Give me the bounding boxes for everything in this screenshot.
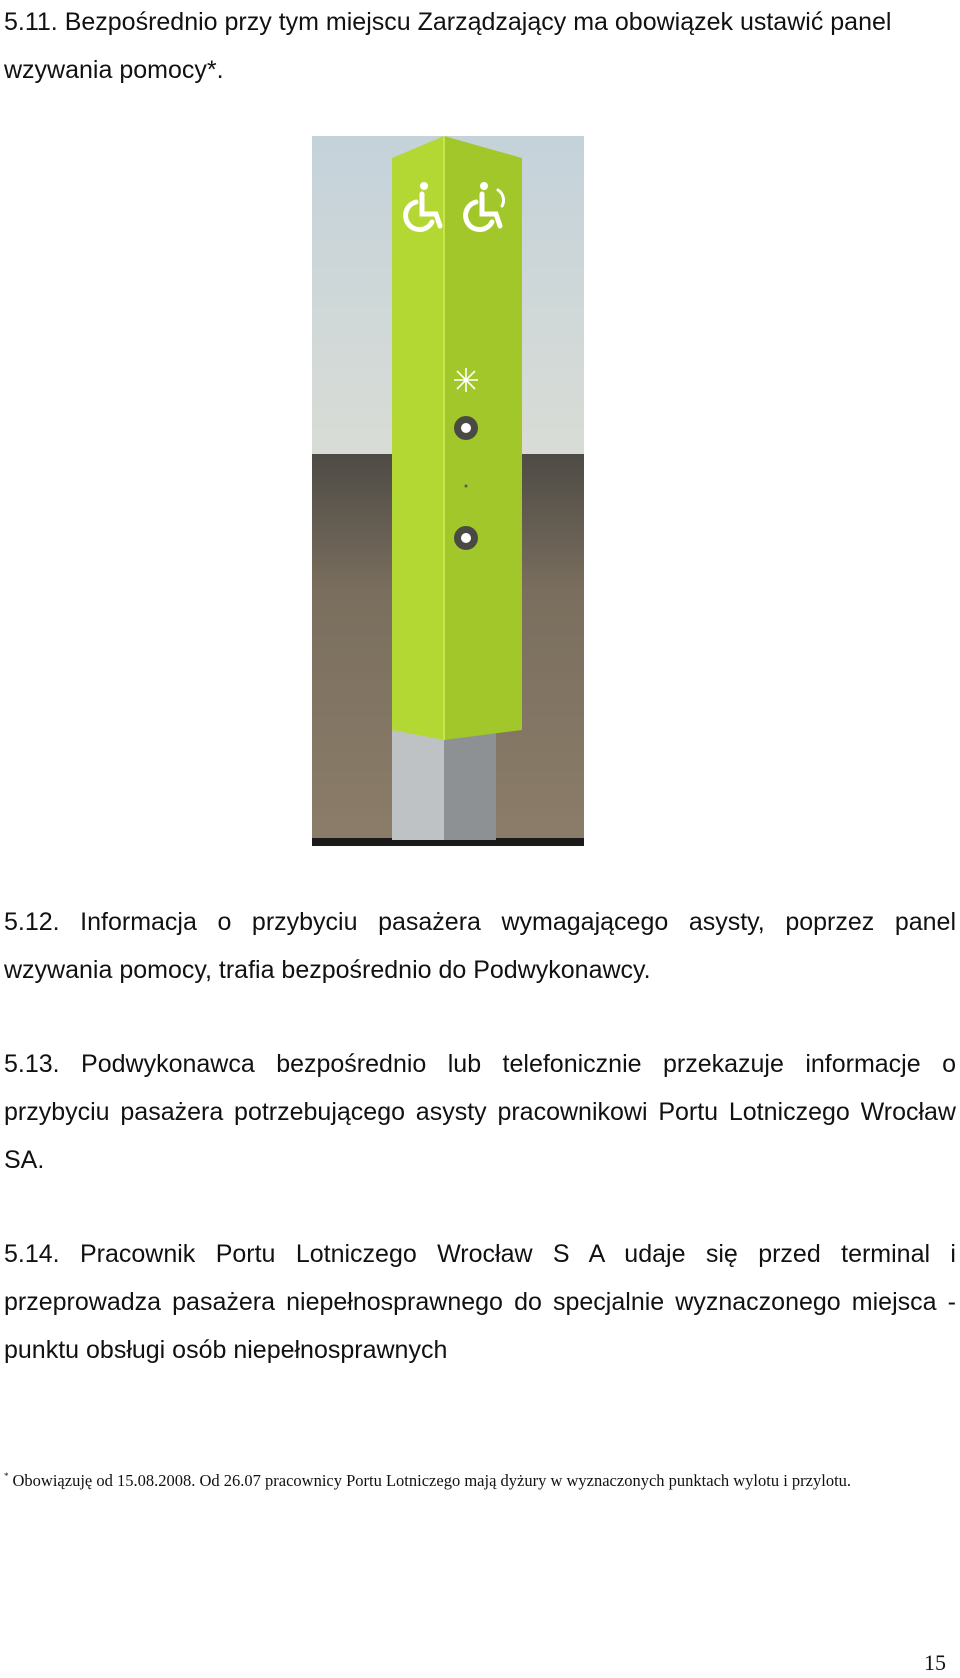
footnote-text: Obowiązuję od 15.08.2008. Od 26.07 pracownicy Portu Lotniczego mają dyżury w wyznaczonych punktach wylotu i przylotu.: [12, 1471, 852, 1490]
footnote-marker: *: [4, 1471, 9, 1481]
panel-dot: [465, 485, 468, 488]
speaker-grille-icon: [454, 368, 478, 392]
help-panel-drawing: [312, 136, 584, 846]
call-button-icon: [454, 416, 478, 440]
paragraph-5-13: 5.13. Podwykonawca bezpośrednio lub telefonicznie przekazuje informacje o przybyciu pasażera potrzebującego asysty pracownikowi Portu Lotniczego Wrocław SA.: [4, 1050, 956, 1174]
panel-left-face: [392, 136, 444, 740]
footnote: [4, 1465, 956, 1492]
post-left-face: [392, 730, 444, 840]
post-right-face: [444, 730, 496, 840]
call-button-icon: [454, 526, 478, 550]
help-panel-illustration: [312, 136, 584, 846]
paragraph-5-11: 5.11. Bezpośrednio przy tym miejscu Zarządzający ma obowiązek ustawić panel wzywania pomocy*.: [4, 8, 892, 84]
paragraph-5-12: 5.12. Informacja o przybyciu pasażera wymagającego asysty, poprzez panel wzywania pomocy, trafia bezpośrednio do Podwykonawcy.: [4, 908, 956, 984]
paragraph-5-14: 5.14. Pracownik Portu Lotniczego Wrocław S A udaje się przed terminal i przeprowadza pasażera niepełnosprawnego do specjalnie wyznaczonego miejsca - punktu obsługi osób niepełnosprawnych: [4, 1240, 956, 1364]
page-number: 15: [924, 1650, 946, 1675]
